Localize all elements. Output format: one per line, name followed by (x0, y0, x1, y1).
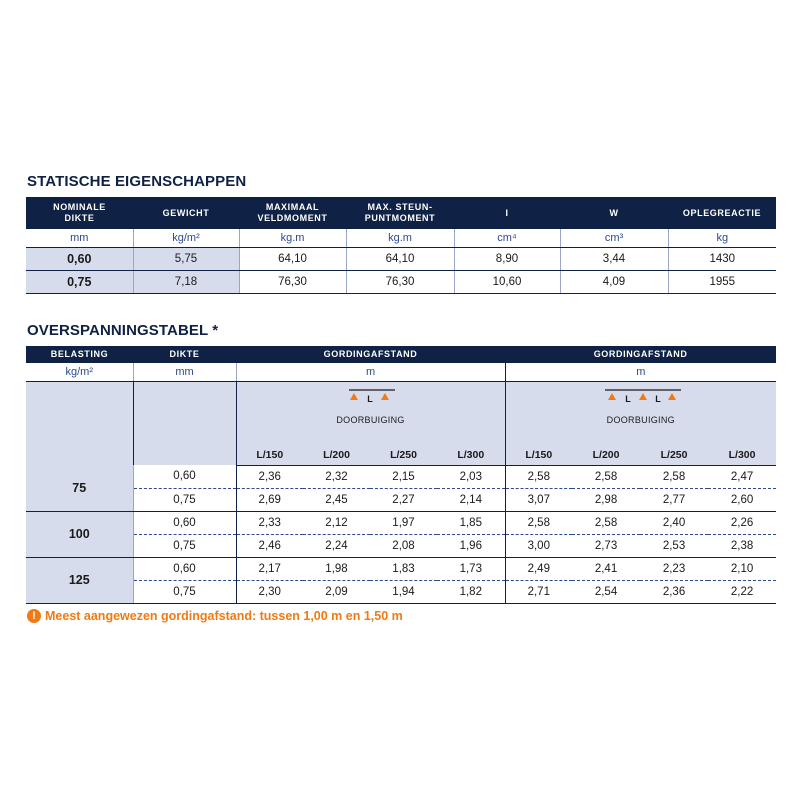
header-oplegreactie: OPLEGREACTIE (668, 197, 776, 229)
unit-cell: mm (133, 363, 236, 381)
span-table-title: OVERSPANNINGSTABEL * (27, 322, 219, 339)
value-cell: 3,44 (560, 247, 668, 270)
span-value-cell: 2,58 (505, 465, 572, 488)
table-row (26, 580, 776, 603)
span-value-cell: 2,58 (572, 465, 640, 488)
span-value-cell: 1,97 (370, 511, 437, 534)
span-value-cell: 2,10 (708, 557, 776, 580)
deflection-label: L/300 (708, 446, 776, 466)
dikte-cell: 0,60 (133, 557, 236, 580)
span-value-cell: 2,41 (572, 557, 640, 580)
value-cell: 8,90 (454, 247, 560, 270)
span-value-cell: 1,73 (437, 557, 505, 580)
span-value-cell: 2,53 (640, 534, 708, 557)
header-max-steunpuntmoment: MAX. STEUN- PUNTMOMENT (346, 197, 454, 229)
deflection-label: L/150 (236, 446, 303, 466)
span-value-cell: 2,73 (572, 534, 640, 557)
unit-cell: kg/m² (133, 229, 239, 247)
recommendation-note (27, 609, 403, 623)
deflection-label: L/300 (437, 446, 505, 466)
diagram-row (26, 381, 776, 446)
single-span-diagram-cell (236, 381, 505, 446)
span-value-cell: 3,00 (505, 534, 572, 557)
load-cell: 125 (26, 557, 133, 603)
unit-cell: kg (668, 229, 776, 247)
load-cell: 100 (26, 511, 133, 557)
doorbuiging-label: DOORBUIGING (336, 414, 405, 425)
dikte-cell: 0,75 (133, 580, 236, 603)
span-value-cell: 2,14 (437, 488, 505, 511)
span-value-cell: 2,58 (505, 511, 572, 534)
span-value-cell: 2,15 (370, 465, 437, 488)
span-length-label: L (654, 393, 661, 404)
value-cell: 10,60 (454, 270, 560, 293)
span-value-cell: 2,32 (303, 465, 370, 488)
header-gewicht: GEWICHT (133, 197, 239, 229)
span-value-cell: 2,77 (640, 488, 708, 511)
span-value-cell: 2,40 (640, 511, 708, 534)
unit-cell: mm (26, 229, 133, 247)
doorbuiging-label: DOORBUIGING (606, 414, 675, 425)
recommendation-text: Meest aangewezen gordingafstand: tussen 1,00 m en 1,50 m (45, 609, 403, 623)
span-value-cell: 1,96 (437, 534, 505, 557)
span-value-cell: 2,36 (640, 580, 708, 603)
span-value-cell: 2,08 (370, 534, 437, 557)
header-gordingafstand-single: GORDINGAFSTAND (236, 346, 505, 363)
span-value-cell: 2,46 (236, 534, 303, 557)
span-value-cell: 2,26 (708, 511, 776, 534)
table-row (26, 511, 776, 534)
header-w: W (560, 197, 668, 229)
unit-cell: kg.m (239, 229, 346, 247)
table-row (26, 465, 776, 488)
load-cell: 75 (26, 465, 133, 511)
span-value-cell: 2,23 (640, 557, 708, 580)
static-unit-row (26, 229, 776, 247)
span-value-cell: 2,71 (505, 580, 572, 603)
value-cell: 1955 (668, 270, 776, 293)
span-value-cell: 2,45 (303, 488, 370, 511)
multi-span-icon (506, 382, 777, 412)
table-row (26, 488, 776, 511)
unit-cell: m (505, 363, 776, 381)
value-cell: 64,10 (346, 247, 454, 270)
deflection-label: L/200 (572, 446, 640, 466)
dikte-cell: 0,75 (133, 534, 236, 557)
gewicht-cell: 5,75 (133, 247, 239, 270)
multi-span-diagram-cell (505, 381, 776, 446)
span-value-cell: 2,58 (572, 511, 640, 534)
header-nominale-dikte: NOMINALE DIKTE (26, 197, 133, 229)
empty-belasting-cell (26, 381, 133, 465)
span-value-cell: 2,09 (303, 580, 370, 603)
span-length-label: L (366, 393, 373, 404)
unit-cell: m (236, 363, 505, 381)
static-properties-title: STATISCHE EIGENSCHAPPEN (27, 173, 247, 190)
span-value-cell: 2,58 (640, 465, 708, 488)
gewicht-cell: 7,18 (133, 270, 239, 293)
dikte-cell: 0,60 (26, 247, 133, 270)
table-row (26, 270, 776, 293)
dikte-cell: 0,60 (133, 511, 236, 534)
unit-cell: kg.m (346, 229, 454, 247)
span-value-cell: 2,60 (708, 488, 776, 511)
span-value-cell: 2,24 (303, 534, 370, 557)
span-value-cell: 2,03 (437, 465, 505, 488)
span-value-cell: 1,85 (437, 511, 505, 534)
header-maximaal-veldmoment: MAXIMAAL VELDMOMENT (239, 197, 346, 229)
span-value-cell: 2,12 (303, 511, 370, 534)
value-cell: 76,30 (346, 270, 454, 293)
table-row (26, 534, 776, 557)
span-value-cell: 2,47 (708, 465, 776, 488)
span-value-cell: 2,33 (236, 511, 303, 534)
span-value-cell: 2,36 (236, 465, 303, 488)
dikte-cell: 0,75 (133, 488, 236, 511)
empty-dikte-cell (133, 381, 236, 465)
dikte-cell: 0,75 (26, 270, 133, 293)
span-value-cell: 1,83 (370, 557, 437, 580)
span-value-cell: 2,38 (708, 534, 776, 557)
dikte-cell: 0,60 (133, 465, 236, 488)
value-cell: 64,10 (239, 247, 346, 270)
header-gordingafstand-multi: GORDINGAFSTAND (505, 346, 776, 363)
span-body (26, 465, 776, 603)
warning-icon: ! (27, 609, 41, 623)
span-value-cell: 2,22 (708, 580, 776, 603)
span-value-cell: 1,98 (303, 557, 370, 580)
deflection-label: L/150 (505, 446, 572, 466)
span-value-cell: 1,82 (437, 580, 505, 603)
span-length-label: L (624, 393, 631, 404)
span-value-cell: 1,94 (370, 580, 437, 603)
static-header-row (26, 197, 776, 229)
span-unit-row (26, 363, 776, 381)
unit-cell: kg/m² (26, 363, 133, 381)
header-dikte: DIKTE (133, 346, 236, 363)
span-value-cell: 2,30 (236, 580, 303, 603)
span-table (26, 346, 776, 604)
header-belasting: BELASTING (26, 346, 133, 363)
span-value-cell: 2,27 (370, 488, 437, 511)
value-cell: 1430 (668, 247, 776, 270)
table-row (26, 557, 776, 580)
span-value-cell: 2,49 (505, 557, 572, 580)
deflection-label: L/250 (640, 446, 708, 466)
deflection-label: L/250 (370, 446, 437, 466)
table-row (26, 247, 776, 270)
unit-cell: cm⁴ (454, 229, 560, 247)
span-header-row (26, 346, 776, 363)
unit-cell: cm³ (560, 229, 668, 247)
span-value-cell: 2,98 (572, 488, 640, 511)
value-cell: 4,09 (560, 270, 668, 293)
span-value-cell: 2,69 (236, 488, 303, 511)
header-i: I (454, 197, 560, 229)
span-value-cell: 2,17 (236, 557, 303, 580)
deflection-label: L/200 (303, 446, 370, 466)
span-value-cell: 3,07 (505, 488, 572, 511)
span-value-cell: 2,54 (572, 580, 640, 603)
value-cell: 76,30 (239, 270, 346, 293)
static-properties-table (26, 197, 776, 294)
